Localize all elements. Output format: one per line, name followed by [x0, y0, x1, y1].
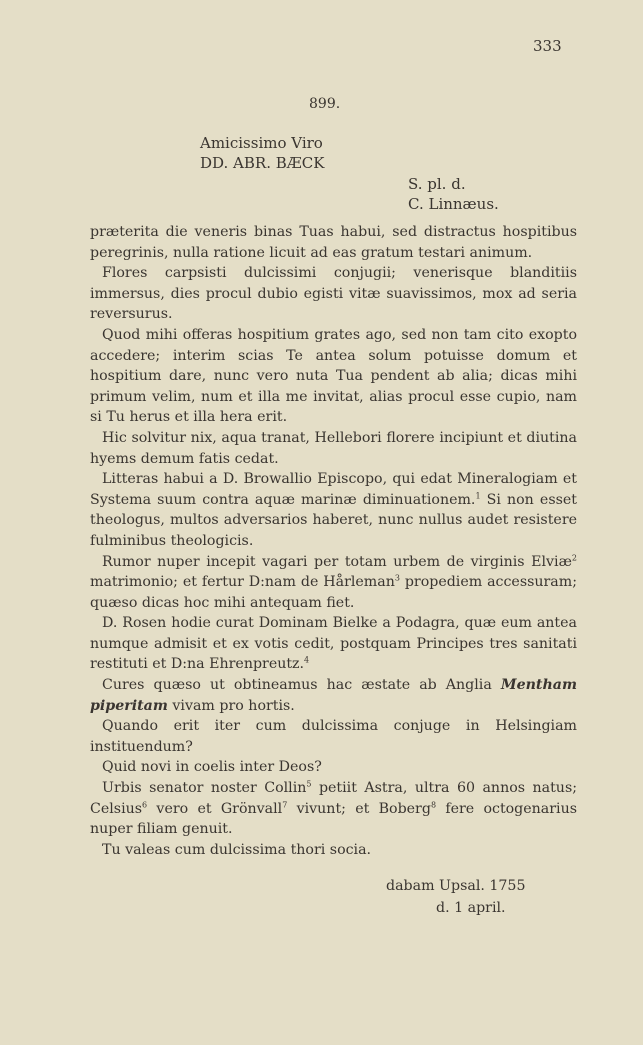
letter-number: 899. [309, 96, 341, 112]
paragraph: Flores carpsisti dulcissimi conjugii; venerisque blanditiis immersus, dies procul dubio egisti vitæ suavissimos, mox ad seria reversurus. [90, 265, 577, 323]
closing-day: d. 1 april. [436, 900, 506, 916]
paragraph: Quid novi in coelis inter Deos? [102, 759, 322, 776]
footnote-ref: 8 [430, 799, 437, 809]
italic-term: Mentham piperitam [90, 677, 577, 714]
closing-place-date: dabam Upsal. 1755 [386, 878, 526, 894]
footnote-ref: 5 [306, 779, 312, 789]
page-number: 333 [533, 37, 562, 55]
footnote-ref: 7 [282, 799, 288, 809]
recipient-name: DD. ABR. BÆCK [200, 154, 325, 172]
paragraph: Litteras habui a D. Browallio Episcopo, qui edat Mineralogiam et Systema suum contra aquæ marinæ diminuationem.$^1$ Si non esset theologus, multos adversarios haberet, nunc nullus audet resistere fulminibus theologicis. [90, 471, 577, 549]
footnote-ref: 2 [571, 552, 577, 562]
paragraph: D. Rosen hodie curat Dominam Bielke a Podagra, quæ eum antea numque admisit et ex votis cedit, postquam Principes tres sanitati restituti et D:na Ehrenpreutz.$^4$ [90, 615, 577, 673]
paragraph: præterita die veneris binas Tuas habui, sed distractus hospitibus peregrinis, nulla ratione licuit ad eas gratum testari animum. [90, 224, 577, 261]
letter-body [90, 222, 577, 860]
sender-name: C. Linnæus. [408, 195, 499, 213]
footnote-ref: 4 [304, 655, 310, 665]
paragraph: Quod mihi offeras hospitium grates ago, sed non tam cito exopto accedere; interim scias Te antea solum potuisse domum et hospitium dare, nunc vero nuta Tua pendent ab alia; dicas mihi primum velim, num et illa me invitat, alias procul esse cupio, nam si Tu herus et illa hera erit. [90, 326, 577, 426]
paragraph: Rumor nuper incepit vagari per totam urbem de virginis Elviæ$^2$ matrimonio; et fertur D:nam de Hårleman$^3$ propediem accessuram; quæso dicas hoc mihi antequam fiet. [90, 552, 578, 611]
paragraph: Quando erit iter cum dulcissima conjuge in Helsingiam instituendum? [90, 718, 577, 755]
salutation: S. pl. d. [408, 175, 466, 193]
footnote-ref: 1 [475, 490, 481, 500]
footnote-ref: 6 [142, 799, 148, 809]
paragraph: Urbis senator noster Collin$^5$ petiit Astra, ultra 60 annos natus; Celsius$^6$ vero et Grönvall$^7$ vivunt; et Boberg$^8$ fere octogenarius nuper filiam genuit. [90, 779, 578, 838]
address-line: Amicissimo Viro [200, 134, 323, 152]
paragraph: Tu valeas cum dulcissima thori socia. [102, 841, 372, 858]
footnote-ref: 3 [394, 573, 400, 583]
paragraph: Cures quæso ut obtineamus hac æstate ab Anglia Mentham piperitam vivam pro hortis. [90, 677, 577, 714]
paragraph: Hic solvitur nix, aqua tranat, Hellebori florere incipiunt et diutina hyems demum fatis cedat. [90, 429, 577, 467]
